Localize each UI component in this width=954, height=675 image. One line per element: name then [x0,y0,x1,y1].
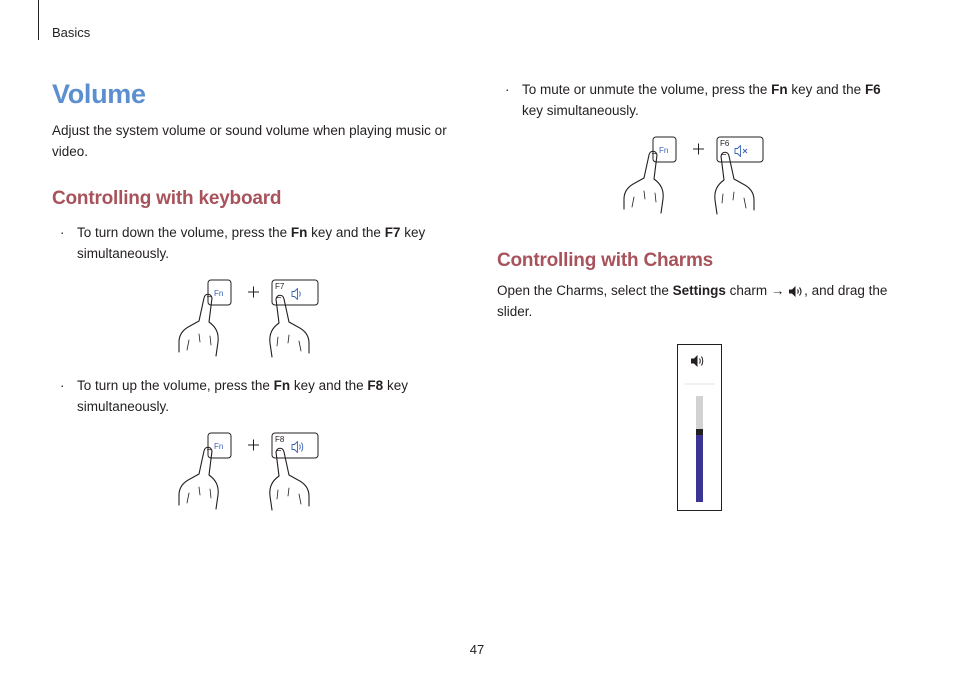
charms-text: , and drag the slider. [497,283,888,319]
instruction-text: To turn up the volume, press the [77,378,274,393]
keyboard-heading: Controlling with keyboard [52,188,282,209]
f6-key-label: F6 [720,139,730,148]
instruction-text: key simultaneously. [522,103,639,118]
bullet-dot: · [60,225,65,240]
key-name-f8: F8 [367,378,384,393]
key-name-f7: F7 [384,225,401,240]
slider-thumb[interactable] [696,429,703,435]
f7-key-label: F7 [275,282,285,291]
key-name-fn: Fn [771,82,788,97]
bullet-dot: · [505,82,510,97]
volume-slider-panel [677,344,723,512]
instruction-text: key simultaneously. [77,378,408,414]
key-name-fn: Fn [273,378,291,393]
instruction-text: key simultaneously. [77,225,426,261]
fn-f7-illustration [178,278,338,358]
instruction-text: To mute or unmute the volume, press the [522,82,772,97]
instruction-text: key and the [307,225,385,240]
charms-paragraph [497,280,892,322]
bullet-dot: · [60,378,65,393]
instruction-text: To turn down the volume, press the [77,225,291,240]
f8-key-label: F8 [275,435,285,444]
plus-sign [693,144,704,155]
fn-f6-illustration [623,135,783,215]
fn-key-label: Fn [214,442,224,451]
slider-fill [696,435,703,502]
intro-paragraph: Adjust the system volume or sound volume when playing music or video. [52,123,447,159]
fn-f8-illustration [178,431,338,511]
volume-up-instruction [52,375,437,417]
instruction-text: key and the [787,82,865,97]
page-number: 47 [469,642,485,657]
settings-charm-name: Settings [672,283,726,298]
volume-icon [788,285,804,298]
plus-sign [248,440,259,451]
right-column [497,79,897,512]
fn-key-label: Fn [659,146,669,155]
plus-sign [248,287,259,298]
left-column [52,78,452,511]
mute-instruction [497,79,882,121]
section-label: Basics [52,25,91,40]
fn-key-label: Fn [214,289,224,298]
instruction-text: key and the [290,378,368,393]
key-name-f6: F6 [864,82,881,97]
charms-text: Open the Charms, select the [497,283,673,298]
header-rule [38,0,39,40]
key-name-fn: Fn [290,225,308,240]
volume-down-instruction [52,222,437,264]
charms-heading: Controlling with Charms [497,250,714,271]
page-title: Volume [52,79,146,109]
charms-text: charm → [725,283,789,298]
